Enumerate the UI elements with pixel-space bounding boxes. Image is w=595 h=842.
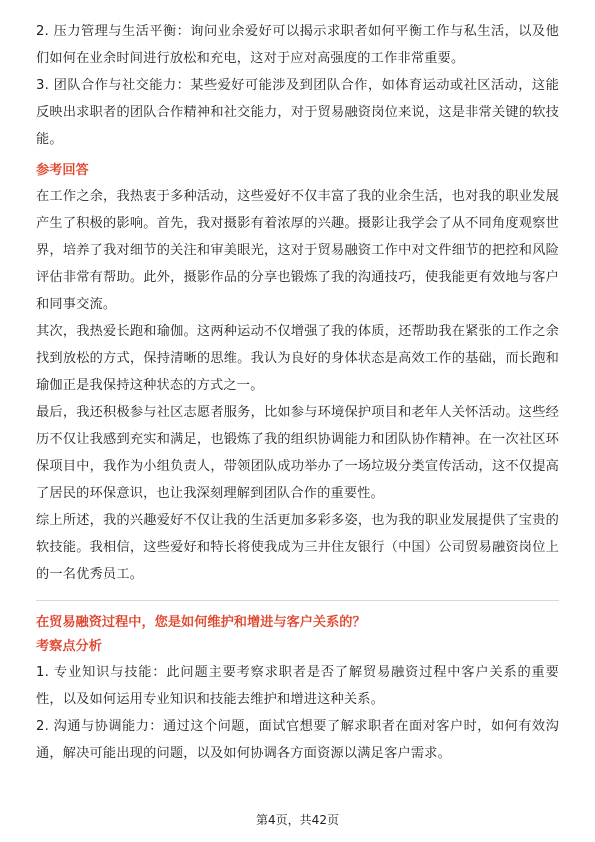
intro-item-3: 3. 团队合作与社交能力：某些爱好可能涉及到团队合作，如体育运动或社区活动，这能反映出求职者的团队合作精神和社交能力，对于贸易融资岗位来说，这是非常关键的软技能。 <box>36 78 559 147</box>
answer-paragraph-2: 其次，我热爱长跑和瑜伽。这两种运动不仅增强了我的体质，还帮助我在紧张的工作之余找到放松的方式，保持清晰的思维。我认为良好的身体状态是高效工作的基础，而长跑和瑜伽正是我保持这种状态的方式之一。 <box>36 324 559 393</box>
answer-paragraph-3: 最后，我还积极参与社区志愿者服务，比如参与环境保护项目和老年人关怀活动。这些经历不仅让我感到充实和满足，也锻炼了我的组织协调能力和团队协作精神。在一次社区环保项目中，我作为小组负责人，带领团队成功举办了一场垃圾分类宣传活动，这不仅提高了居民的环保意识，也让我深刻理解到团队合作的重要性。 <box>36 405 559 501</box>
answer-paragraph-1: 在工作之余，我热衷于多种活动，这些爱好不仅丰富了我的业余生活，也对我的职业发展产生了积极的影响。首先，我对摄影有着浓厚的兴趣。摄影让我学会了从不同角度观察世界，培养了我对细节的关注和审美眼光，这对于贸易融资工作中对文件细节的把控和风险评估非常有帮助。此外，摄影作品的分享也锻炼了我的沟通技巧，使我能更有效地与客户和同事交流。 <box>36 189 559 312</box>
interview-question: 在贸易融资过程中，您是如何维护和增进与客户关系的？ <box>36 615 366 630</box>
analysis-heading: 考察点分析 <box>36 639 102 654</box>
intro-item-2: 2. 压力管理与生活平衡：询问业余爱好可以揭示求职者如何平衡工作与私生活，以及他们如何在业余时间进行放松和充电，这对于应对高强度的工作非常重要。 <box>36 24 559 66</box>
answer-paragraph-4: 综上所述，我的兴趣爱好不仅让我的生活更加多彩多姿，也为我的职业发展提供了宝贵的软技能。我相信，这些爱好和特长将使我成为三井住友银行（中国）公司贸易融资岗位上的一名优秀员工。 <box>36 513 559 582</box>
analysis-item-2: 2. 沟通与协调能力：通过这个问题，面试官想要了解求职者在面对客户时，如何有效沟通，解决可能出现的问题，以及如何协调各方面资源以满足客户需求。 <box>36 719 559 761</box>
analysis-item-1: 1. 专业知识与技能：此问题主要考察求职者是否了解贸易融资过程中客户关系的重要性，以及如何运用专业知识和技能去维护和增进这种关系。 <box>36 665 559 707</box>
section-divider <box>36 600 559 601</box>
document-body <box>36 18 559 767</box>
page-number-footer: 第4页，共42页 <box>256 813 339 827</box>
reference-answer-heading: 参考回答 <box>36 163 89 178</box>
